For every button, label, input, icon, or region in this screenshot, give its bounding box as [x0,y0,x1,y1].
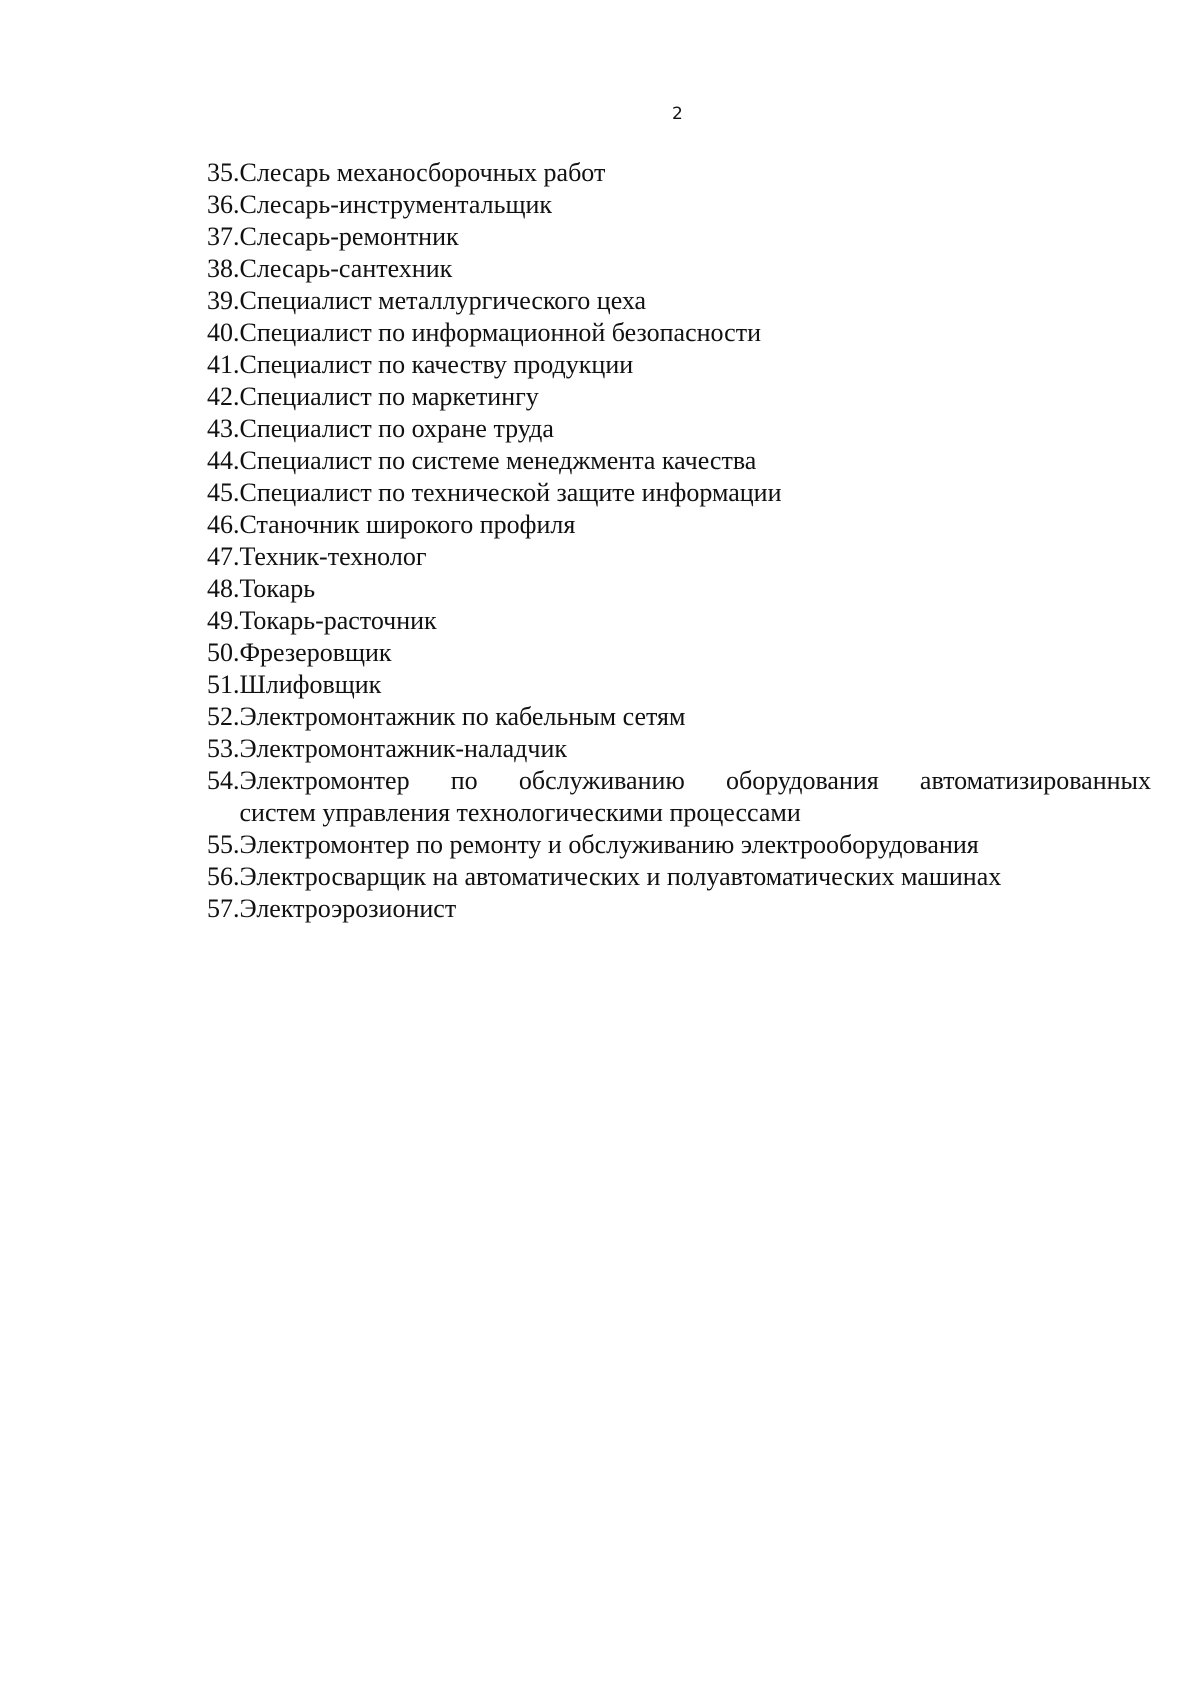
item-text: Специалист металлургического цеха [239,286,647,315]
item-number: 45. [207,478,240,507]
item-text-block [240,765,1152,829]
item-number: 41. [207,350,240,379]
item-number: 57. [207,894,240,923]
item-number: 46. [207,510,240,539]
list-item [207,157,1151,189]
item-text: Электромонтер по обслуживанию оборудования автоматизированных [239,766,1151,795]
item-number: 52. [207,702,240,731]
list-item [207,861,1151,893]
item-text: Электромонтажник-наладчик [239,734,568,763]
list-item [207,317,1151,349]
item-text: Специалист по информационной безопасности [239,318,761,347]
list-item [207,285,1151,317]
list-item [207,221,1151,253]
item-number: 35. [207,158,240,187]
item-number: 49. [207,606,240,635]
item-text: Специалист по системе менеджмента качества [239,446,757,475]
item-number: 47. [207,542,240,571]
item-text: Слесарь-инструментальщик [239,190,553,219]
list-item [207,669,1151,701]
item-text: Токарь-расточник [239,606,437,635]
list-item [207,381,1151,413]
item-number: 48. [207,574,240,603]
item-text-continuation: систем управления технологическими процессами [239,798,801,827]
item-text: Слесарь механосборочных работ [239,158,606,187]
item-text: Специалист по качеству продукции [239,350,634,379]
list-item [207,893,1151,925]
item-number: 56. [207,862,240,891]
list-item [207,413,1151,445]
item-text: Электромонтер по ремонту и обслуживанию электрооборудования [239,830,979,859]
list-item [207,477,1151,509]
page-number: 2 [672,104,683,124]
list-item [207,189,1151,221]
list-item [207,573,1151,605]
list-item [207,445,1151,477]
item-text: Токарь [239,574,316,603]
item-number: 55. [207,830,240,859]
profession-list [207,157,1151,925]
list-item [207,541,1151,573]
item-number: 50. [207,638,240,667]
list-item [207,733,1151,765]
item-text: Специалист по технической защите информации [239,478,782,507]
list-item [207,701,1151,733]
item-text: Техник-технолог [239,542,427,571]
item-text: Фрезеровщик [239,638,392,667]
item-text: Станочник широкого профиля [239,510,576,539]
list-item [207,509,1151,541]
list-item [207,637,1151,669]
item-number: 40. [207,318,240,347]
item-number: 38. [207,254,240,283]
list-item [207,605,1151,637]
item-text: Специалист по охране труда [239,414,554,443]
list-item [207,253,1151,285]
item-number: 42. [207,382,240,411]
item-number: 44. [207,446,240,475]
list-item [207,765,1151,829]
item-number: 54. [207,766,240,795]
item-number: 43. [207,414,240,443]
item-text: Электроэрозионист [239,894,457,923]
item-number: 36. [207,190,240,219]
item-number: 37. [207,222,240,251]
item-text: Шлифовщик [239,670,382,699]
item-text: Слесарь-сантехник [239,254,453,283]
list-item [207,349,1151,381]
item-text: Электромонтажник по кабельным сетям [239,702,686,731]
item-number: 51. [207,670,240,699]
item-text: Электросварщик на автоматических и полуавтоматических машинах [239,862,1002,891]
item-number: 53. [207,734,240,763]
list-item [207,829,1151,861]
item-text: Слесарь-ремонтник [239,222,459,251]
item-number: 39. [207,286,240,315]
item-text: Специалист по маркетингу [239,382,539,411]
